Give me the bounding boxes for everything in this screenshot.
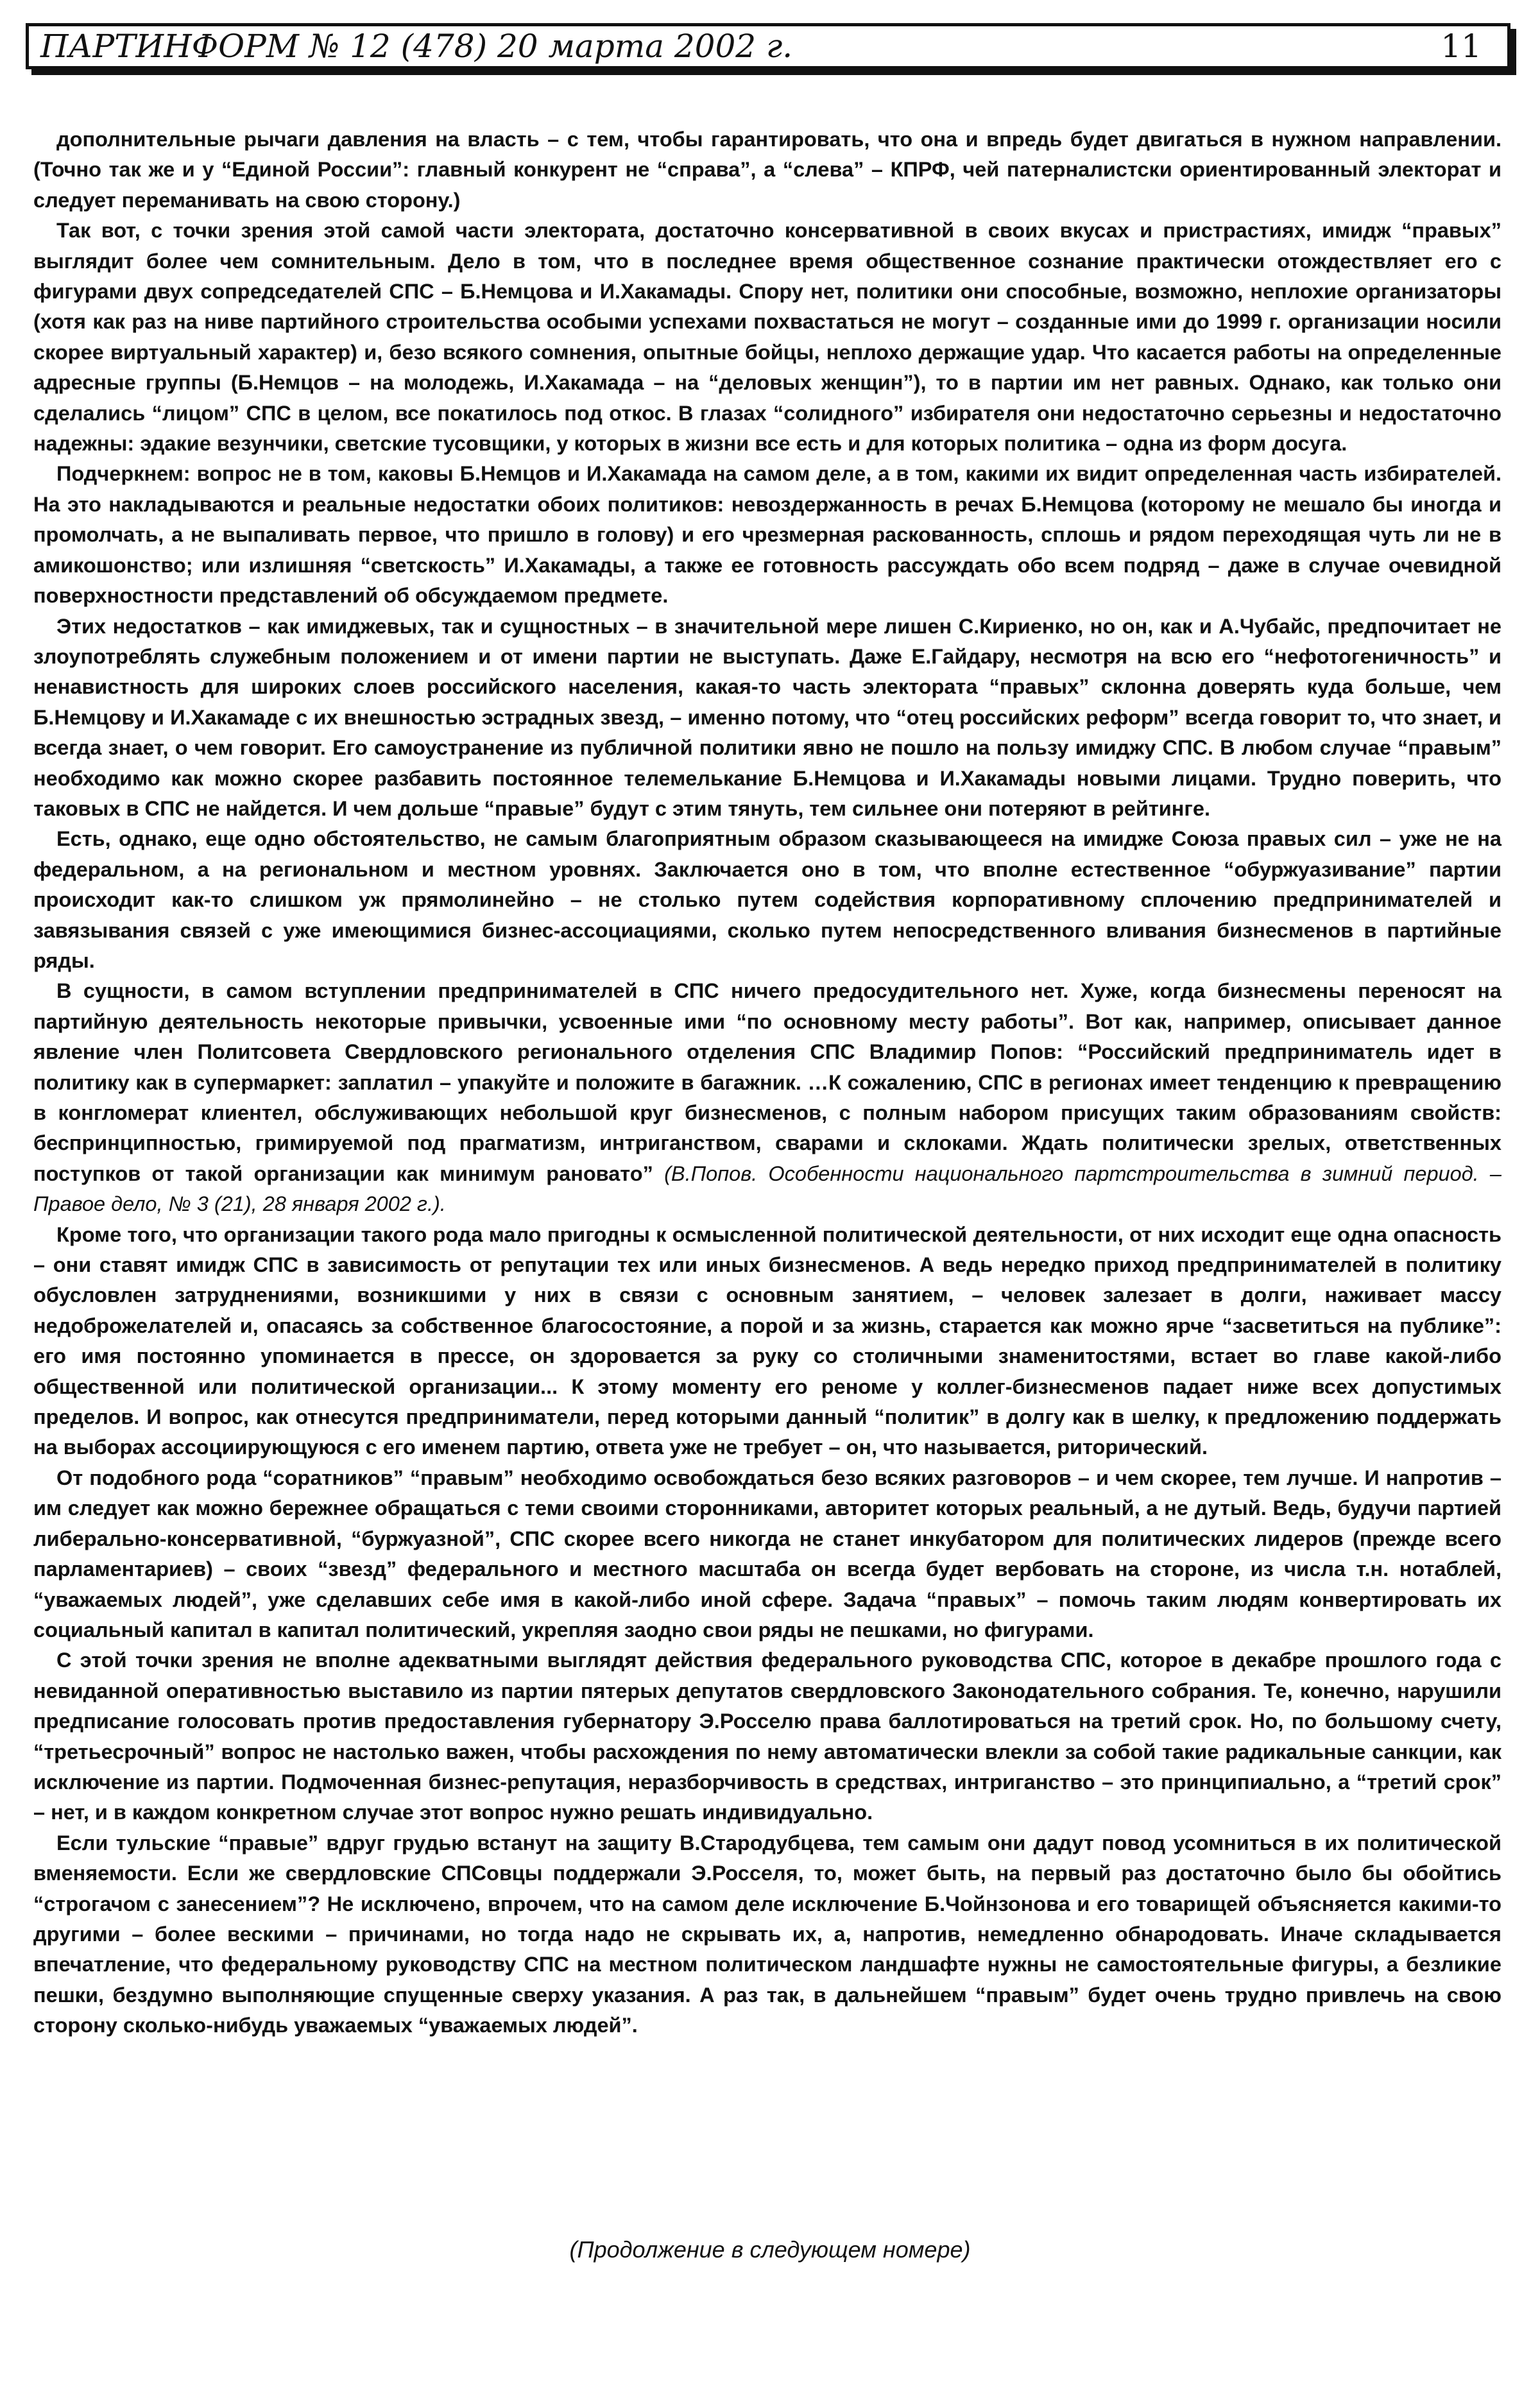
paragraph: С этой точки зрения не вполне адекватными выглядят действия федерального руководства СПС, которое в декабре прошлого года с невиданной оперативностью выставило из партии пятерых депутатов свердловского Законодательного собрания. Те, конечно, нарушили предписание голосовать против предоставления губернатору Э.Росселю права баллотироваться на третий срок. Но, по большому счету, “третьесрочный” вопрос не настолько важен, чтобы расхождения по нему автоматически влекли за собой такие радикальные санкции, как исключение из партии. Подмоченная бизнес-репутация, неразборчивость в средствах, интриганство – это принципиально, а “третий срок” – нет, и в каждом конкретном случае этот вопрос нужно решать индивидуально. [33, 1649, 1502, 1824]
page-number: 11 [1441, 28, 1482, 65]
paragraph: Кроме того, что организации такого рода мало пригодны к осмысленной политической деятельности, от них исходит еще одна опасность – они ставят имидж СПС в зависимость от репутации тех или иных бизнесменов. А ведь нередко приход предпринимателей в политику обусловлен затруднениями, возникшими у них в связи с основным занятием, – человек залезает в долги, наживает массу недоброжелателей и, опасаясь за собственное благосостояние, а порой и за жизнь, старается как можно ярче “засветиться на публике”: его имя постоянно упоминается в прессе, он здоровается за руку со столичными знаменитостями, встает во главе какой-либо общественной или политической организации... К этому моменту его реноме у коллег-бизнесменов падает ниже всех допустимых пределов. И вопрос, как отнесутся предприниматели, перед которыми данный “политик” в долгу как в шелку, к предложению поддержать на выборах ассоциирующуюся с его именем партию, ответа уже не требует – он, что называется, риторический. [33, 1222, 1502, 1459]
paragraph-with-quote [33, 976, 1502, 1219]
article-body [33, 124, 1502, 2041]
paragraph: Подчеркнем: вопрос не в том, каковы Б.Немцов и И.Хакамада на самом деле, а в том, какими их видит определенная часть избирателей. На это накладываются и реальные недостатки обоих политиков: невоздержанность в речах Б.Немцова (которому не мешало бы иногда и промолчать, а не выпаливать первое, что пришло в голову) и его чрезмерная раскованность, сплошь и рядом переходящая чуть ли не в амикошонство; или излишняя “светскость” И.Хакамады, а также ее готовность рассуждать обо всем подряд – даже в случае очевидной поверхностности представлений об обсуждаемом предмете. [33, 462, 1502, 608]
paragraph: Если тульские “правые” вдруг грудью встанут на защиту В.Стародубцева, тем самым они дадут повод усомниться в их политической вменяемости. Если же свердловские СПСовцы поддержали Э.Росселя, то, может быть, на первый раз достаточно было бы обойтись “строгачом с занесением”? Не исключено, впрочем, что на самом деле исключение Б.Чойнзонова и его товарищей объясняется какими-то другими – более вескими – причинами, но тогда надо не скрывать их, а, напротив, немедленно обнародовать. Иначе складывается впечатление, что федеральному руководству СПС на местном политическом ландшафте нужны не самостоятельные фигуры, а безликие пешки, бездумно выполняющие спущенные сверху указания. А раз так, в дальнейшем “правым” будет очень трудно привлечь на свою сторону сколько-нибудь уважаемых “уважаемых людей”. [33, 1831, 1502, 2037]
paragraph: Так вот, с точки зрения этой самой части электората, достаточно консервативной в своих вкусах и пристрастиях, имидж “правых” выглядит более чем сомнительным. Дело в том, что в последнее время общественное сознание практически отождествляет его с фигурами двух сопредседателей СПС – Б.Немцова и И.Хакамады. Спору нет, политики они способные, возможно, неплохие организаторы (хотя как раз на ниве партийного строительства особыми успехами похвастаться не могут – созданные ими до 1999 г. организации носили скорее виртуальный характер) и, безо всякого сомнения, опытные бойцы, неплохо держащие удар. Что касается работы на определенные адресные группы (Б.Немцов – на молодежь, И.Хакамада – на “деловых женщин”), то в партии им нет равных. Однако, как только они сделались “лицом” СПС в целом, все покатилось под откос. В глазах “солидного” избирателя они недостаточно серьезны и недостаточно надежны: эдакие везунчики, светские тусовщики, у которых в жизни все есть и для которых политика – одна из форм досуга. [33, 219, 1502, 456]
paragraph: От подобного рода “соратников” “правым” необходимо освобождаться безо всяких разговоров – и чем скорее, тем лучше. И напротив – им следует как можно бережнее обращаться с теми своими сторонниками, авторитет которых реальный, а не дутый. Ведь, будучи партией либерально-консервативной, “буржуазной”, СПС скорее всего никогда не станет инкубатором для политических лидеров (прежде всего парламентариев) – своих “звезд” федерального и местного масштаба он всегда будет вербовать на стороне, из числа т.н. нотаблей, “уважаемых людей”, уже сделавших себе имя в какой-либо иной сфере. Задача “правых” – помочь таким людям конвертировать их социальный капитал в капитал политический, укрепляя заодно свои ряды не пешками, но фигурами. [33, 1466, 1502, 1641]
paragraph: дополнительные рычаги давления на власть – с тем, чтобы гарантировать, что она и впредь будет двигаться в нужном направлении. (Точно так же и у “Единой России”: главный конкурент не “справа”, а “слева” – КПРФ, чей патерналистски ориентированный электорат и следует переманивать на свою сторону.) [33, 128, 1502, 212]
paragraph: Этих недостатков – как имиджевых, так и сущностных – в значительной мере лишен С.Кириенко, но он, как и А.Чубайс, предпочитает не злоупотреблять служебным положением и от имени партии не выступать. Даже Е.Гайдару, несмотря на всю его “нефотогеничность” и ненавистность для широких слоев российского населения, какая-то часть электората “правых” склонна доверять куда больше, чем Б.Немцову и И.Хакамаде с их внешностью эстрадных звезд, – именно потому, что “отец российских реформ” всегда говорит то, что знает, и всегда знает, о чем говорит. Его самоустранение из публичной политики явно не пошло на пользу имиджу СПС. В любом случае “правым” необходимо как можно скорее разбавить постоянное телемелькание Б.Немцова и И.Хакамады новыми лицами. Трудно поверить, что таковых в СПС не найдется. И чем дольше “правые” будут с этим тянуть, тем сильнее они потеряют в рейтинге. [33, 614, 1502, 820]
quote-citation: (В.Попов. Особенности национального партстроительства в зимний период. – Правое дело, № 3 (21), 28 января 2002 г.). [33, 1161, 1502, 1216]
page-header [26, 23, 1510, 69]
publication-title: ПАРТИНФОРМ № 12 (478) 20 марта 2002 г. [40, 28, 793, 65]
quote-text: В сущности, в самом вступлении предпринимателей в СПС ничего предосудительного нет. Хуже, когда бизнесмены переносят на партийную деятельность некоторые привычки, усвоенные ими “по основному месту работы”. Вот как, например, описывает данное явление член Политсовета Свердловского регионального отделения СПС Владимир Попов: “Российский предприниматель идет в политику как в супермаркет: заплатил – упакуйте и положите в багажник. …К сожалению, СПС в регионах имеет тенденцию к превращению в конгломерат клиентел, обслуживающих небольшой круг бизнесменов, с полным набором присущих таким образованиям свойств: беспринципностью, гримируемой под прагматизм, интриганством, сварами и склоками. Ждать политически зрелых, ответственных поступков от такой организации как минимум рановато” [33, 979, 1502, 1185]
paragraph: Есть, однако, еще одно обстоятельство, не самым благоприятным образом сказывающееся на имидже Союза правых сил – уже не на федеральном, а на региональном и местном уровнях. Заключается оно в том, что вполне естественное “обуржуазивание” партии происходит как-то слишком уж прямолинейно – не столько путем содействия корпоративному сплочению предпринимателей и завязывания связей с уже имеющимися бизнес-ассоциациями, сколько путем непосредственного вливания бизнесменов в партийные ряды. [33, 827, 1502, 972]
continued-note: (Продолжение в следующем номере) [569, 2236, 971, 2263]
